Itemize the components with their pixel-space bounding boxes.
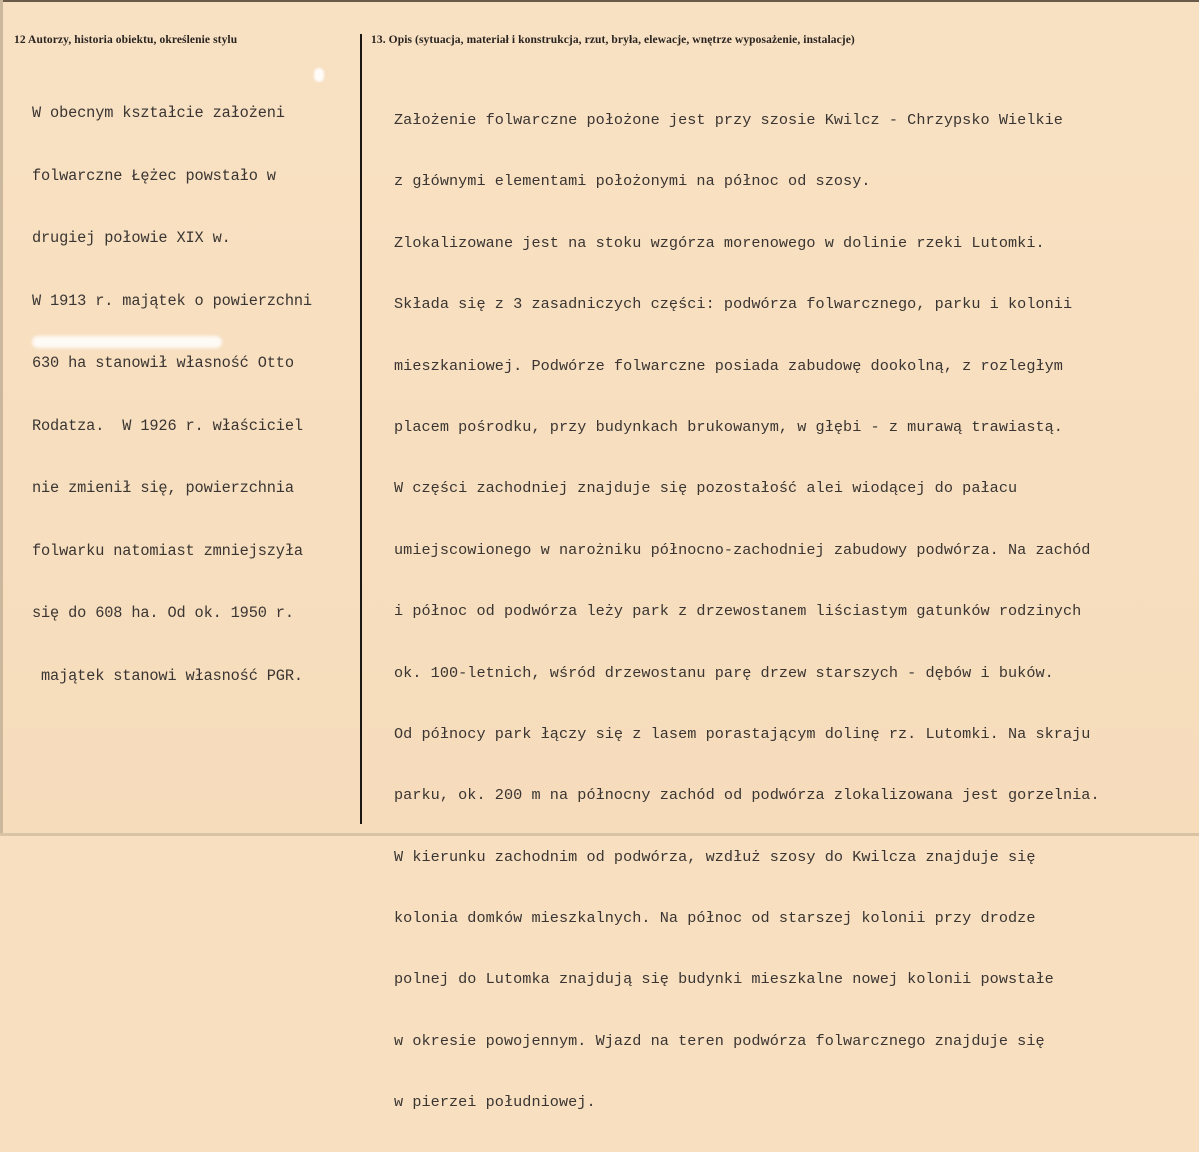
typed-line: Założenie folwarczne położone jest przy szosie Kwilcz - Chrzypsko Wielkie bbox=[394, 111, 1063, 129]
column-divider bbox=[360, 34, 362, 824]
typed-line: ok. 100-letnich, wśród drzewostanu parę drzew starszych - dębów i buków. bbox=[394, 663, 1054, 682]
typed-line: placem pośrodku, przy budynkach brukowanym, w głębi - z murawą trawiastą. bbox=[394, 417, 1063, 436]
typed-line: polnej do Lutomka znajdują się budynki mieszkalne nowej kolonii powstałe bbox=[394, 970, 1054, 989]
typed-line: folwarczne Łężec powstało w bbox=[32, 166, 276, 185]
typed-line: się do 608 ha. Od ok. 1950 r. bbox=[32, 604, 294, 622]
typed-line: W obecnym kształcie założeni bbox=[32, 104, 285, 122]
section-13-heading: 13. Opis (sytuacja, materiał i konstrukcja, rzut, bryła, elewacje, wnętrze wyposażenie, instalacje) bbox=[371, 34, 855, 46]
section-13-text bbox=[394, 72, 1184, 1152]
typed-line: umiejscowionego w narożniku północno-zachodniej zabudowy podwórza. Na zachód bbox=[394, 540, 1091, 559]
typed-line: Od północy park łączy się z lasem porastającym dolinę rz. Lutomki. Na skraju bbox=[394, 724, 1091, 743]
typed-line: parku, ok. 200 m na północny zachód od podwórza zlokalizowana jest gorzelnia. bbox=[394, 786, 1100, 805]
typed-line: folwarku natomiast zmniejszyła bbox=[32, 541, 303, 560]
typed-line: z głównymi elementami położonymi na północ od szosy. bbox=[394, 172, 871, 191]
typed-line: Rodatza. W 1926 r. właściciel bbox=[32, 416, 303, 435]
top-border bbox=[0, 0, 1199, 2]
typed-line: kolonia domków mieszkalnych. Na północ od starszej kolonii przy drodze bbox=[394, 909, 1036, 928]
typed-line: drugiej połowie XIX w. bbox=[32, 229, 231, 247]
typed-line: 630 ha stanowił własność Otto bbox=[32, 354, 294, 372]
typed-line: w pierzei południowej. bbox=[394, 1093, 596, 1112]
typed-line: nie zmienił się, powierzchnia bbox=[32, 479, 294, 497]
section-12-text bbox=[32, 64, 358, 725]
section-12-heading: 12 Autorzy, historia obiektu, określenie stylu bbox=[14, 34, 238, 46]
typed-line: majątek stanowi własność PGR. bbox=[32, 666, 303, 685]
typed-line: Składa się z 3 zasadniczych części: podwórza folwarcznego, parku i kolonii bbox=[394, 295, 1073, 314]
typed-line: W 1913 r. majątek o powierzchni bbox=[32, 291, 312, 310]
left-edge bbox=[0, 0, 3, 836]
typed-line: Zlokalizowane jest na stoku wzgórza morenowego w dolinie rzeki Lutomki. bbox=[394, 233, 1045, 252]
redaction-smudge bbox=[32, 336, 222, 348]
typed-line: mieszkaniowej. Podwórze folwarczne posiada zabudowę dookolną, z rozległym bbox=[394, 356, 1063, 375]
typed-line: W kierunku zachodnim od podwórza, wzdłuż szosy do Kwilcza znajduje się bbox=[394, 847, 1036, 866]
typed-line: i północ od podwórza leży park z drzewostanem liściastym gatunków rodzinych bbox=[394, 602, 1082, 621]
correction-mark bbox=[314, 68, 324, 82]
typed-line: w okresie powojennym. Wjazd na teren podwórza folwarcznego znajduje się bbox=[394, 1031, 1045, 1050]
typed-line: W części zachodniej znajduje się pozostałość alei wiodącej do pałacu bbox=[394, 479, 1018, 498]
